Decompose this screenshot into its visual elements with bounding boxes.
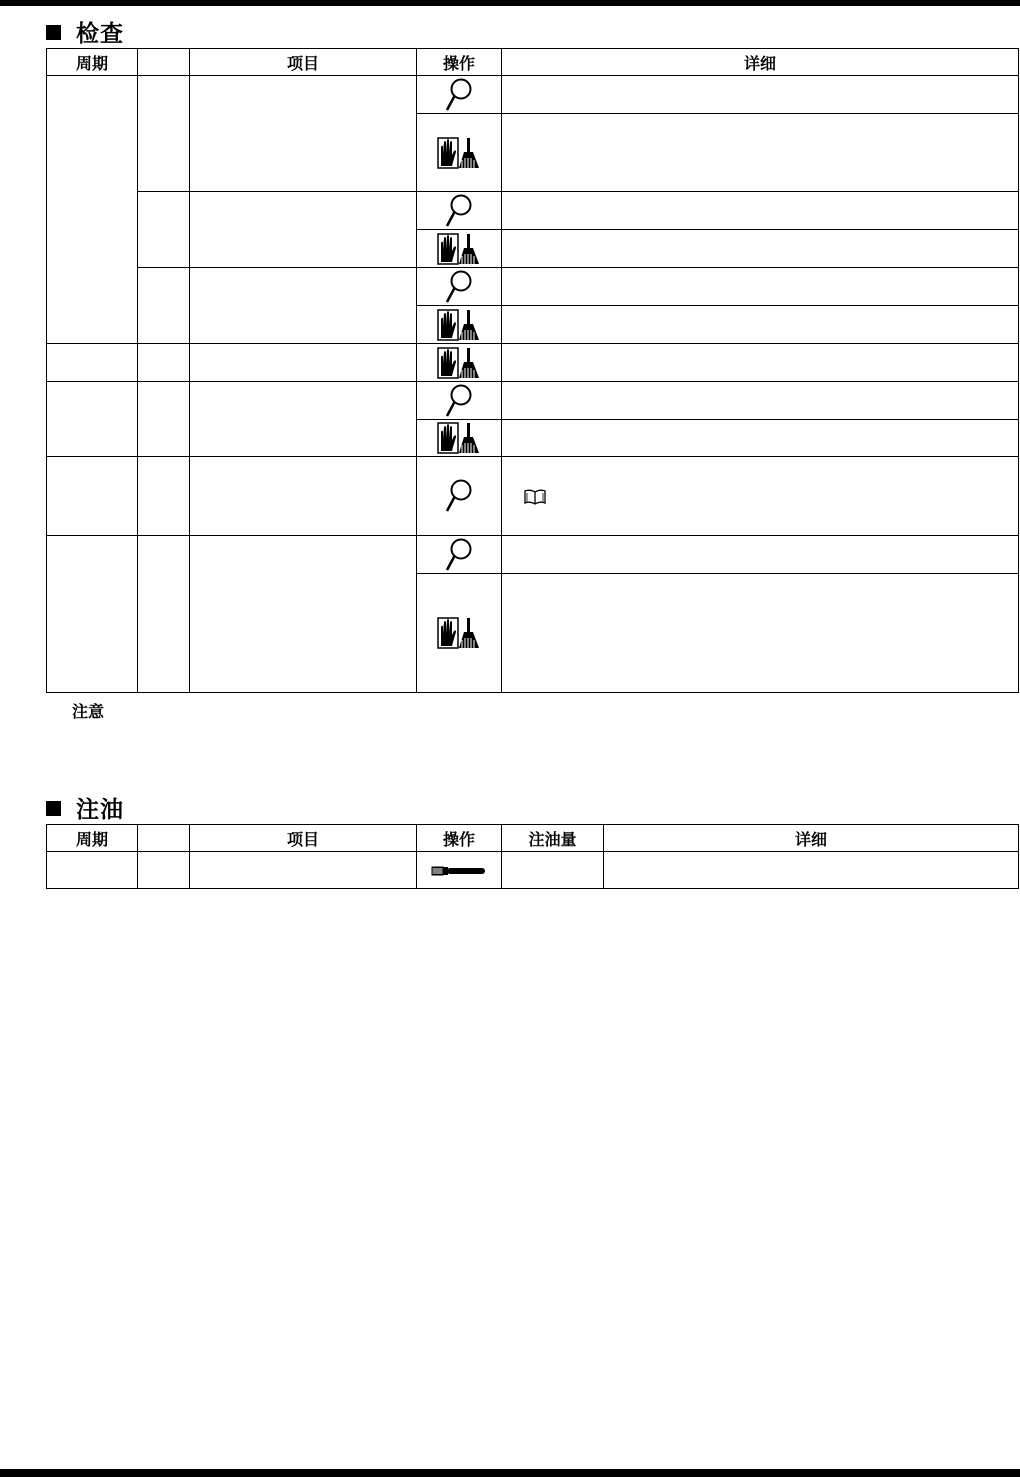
details-cell [502,306,1019,344]
details-cell [502,536,1019,574]
blank-cell [138,852,190,889]
details-cell [502,230,1019,268]
magnifier-icon [445,384,473,418]
note-label: 注意 [72,702,105,721]
blank-cell [138,268,190,344]
amount-cell [502,852,604,889]
header-blank [138,825,190,852]
operation-cell [417,306,502,344]
header-details: 详细 [502,49,1019,76]
table-row [47,344,1019,382]
details-cell [604,852,1019,889]
magnifier-icon [445,270,473,304]
operation-cell [417,76,502,114]
magnifier-icon [445,479,473,513]
blank-cell [138,457,190,536]
operation-cell [417,268,502,306]
operation-cell [417,382,502,420]
magnifier-icon [445,538,473,572]
blank-cell [138,76,190,192]
inspection-table [46,48,1019,693]
header-item: 项目 [190,825,417,852]
table-row [47,76,1019,114]
header-row [47,49,1019,76]
book-reference-icon [524,489,546,505]
blank-cell [138,536,190,693]
item-cell [190,536,417,693]
operation-cell [417,420,502,457]
period-cell [47,536,138,693]
square-bullet-icon [46,801,61,816]
glove-brush-icon [437,616,481,650]
header-operation: 操作 [417,825,502,852]
period-cell [47,852,138,889]
glove-brush-icon [437,232,481,266]
section-title-lubrication [46,792,124,822]
table-row [47,268,1019,306]
header-details: 详细 [604,825,1019,852]
header-blank [138,49,190,76]
glove-brush-icon [437,136,481,170]
section-title-inspection [46,16,124,46]
table-row [47,457,1019,536]
operation-cell [417,344,502,382]
table-row [47,852,1019,889]
details-cell [502,420,1019,457]
period-cell [47,76,138,344]
period-cell [47,344,138,382]
details-cell [502,344,1019,382]
section-title-text: 检查 [76,20,124,47]
lubrication-table [46,824,1019,889]
operation-cell [417,230,502,268]
period-cell [47,382,138,457]
item-cell [190,457,417,536]
item-cell [190,382,417,457]
item-cell [190,344,417,382]
table-row [47,382,1019,420]
table-row [47,192,1019,230]
details-cell [502,574,1019,693]
header-operation: 操作 [417,49,502,76]
glove-brush-icon [437,308,481,342]
square-bullet-icon [46,25,61,40]
details-cell [502,457,1019,536]
operation-cell [417,852,502,889]
blank-cell [138,192,190,268]
bottom-rule [0,1469,1020,1477]
glove-brush-icon [437,346,481,380]
item-cell [190,852,417,889]
table-row [47,536,1019,574]
item-cell [190,268,417,344]
top-rule [0,0,1020,6]
magnifier-icon [445,194,473,228]
blank-cell [138,382,190,457]
item-cell [190,76,417,192]
period-cell [47,457,138,536]
details-cell [502,382,1019,420]
details-cell [502,268,1019,306]
details-cell [502,192,1019,230]
section-title-text: 注油 [76,796,124,823]
header-amount: 注油量 [502,825,604,852]
item-cell [190,192,417,268]
header-period: 周期 [47,825,138,852]
details-cell [502,114,1019,192]
details-cell [502,76,1019,114]
glove-brush-icon [437,421,481,455]
operation-cell [417,192,502,230]
header-row [47,825,1019,852]
operation-cell [417,536,502,574]
operation-cell [417,114,502,192]
header-item: 项目 [190,49,417,76]
oil-brush-icon [431,865,487,877]
operation-cell [417,457,502,536]
magnifier-icon [445,78,473,112]
header-period: 周期 [47,49,138,76]
blank-cell [138,344,190,382]
operation-cell [417,574,502,693]
